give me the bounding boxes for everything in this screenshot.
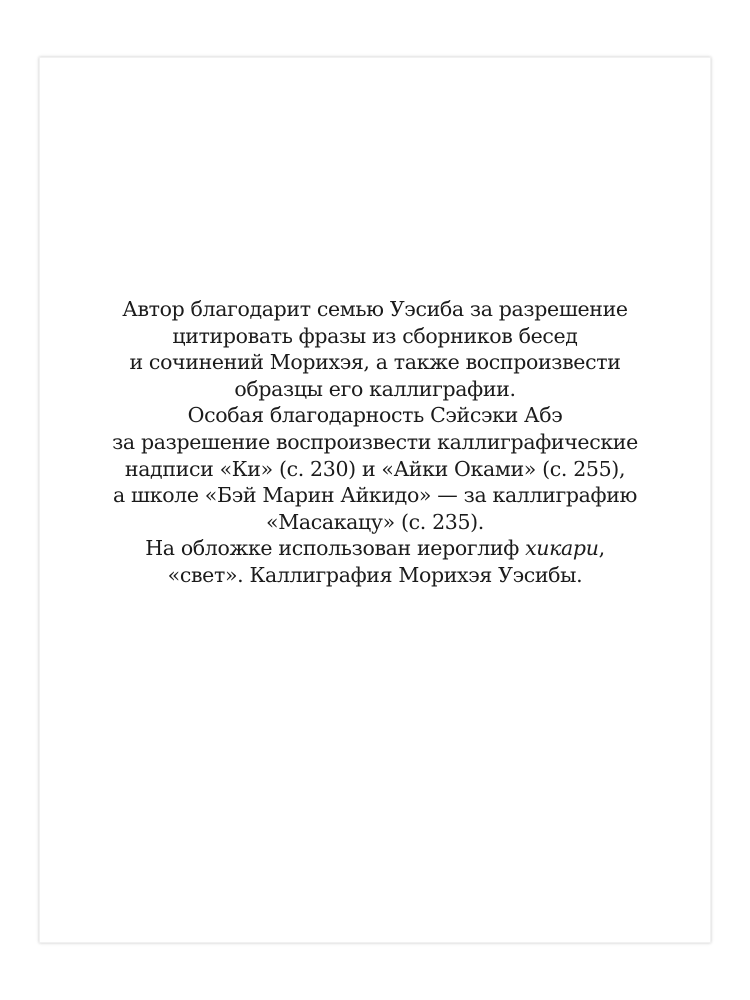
credits-line-1: Автор благодарит семью Уэсиба за разрешение <box>122 297 628 321</box>
credits-line-5: Особая благодарность Сэйсэки Абэ <box>187 403 563 428</box>
credits-line-7: надписи «Ки» (с. 230) и «Айки Оками» (с. 255), <box>124 456 626 481</box>
credits-line-9: «Масакацу» (с. 235). <box>266 509 484 534</box>
credits-line-8: а школе «Бэй Марин Айкидо» — за каллиграфию <box>112 483 638 508</box>
credits-line-3: и сочинений Морихэя, а также воспроизвести <box>129 350 621 375</box>
document-page <box>40 58 710 942</box>
cover-credit-prefix: На обложке использован иероглиф <box>145 536 526 561</box>
cover-credit-suffix: , <box>598 536 605 561</box>
credits-last-line: «свет». Каллиграфия Морихэя Уэсибы. <box>167 562 583 587</box>
credits-line-2: цитировать фразы из сборников бесед <box>172 323 578 348</box>
credits-line-6: за разрешение воспроизвести каллиграфические <box>112 429 638 454</box>
credits-line-4: образцы его каллиграфии. <box>234 376 516 401</box>
cover-credit-line <box>40 535 710 562</box>
acknowledgements-text <box>40 296 710 589</box>
cover-credit-italic-word: хикари <box>525 536 599 561</box>
